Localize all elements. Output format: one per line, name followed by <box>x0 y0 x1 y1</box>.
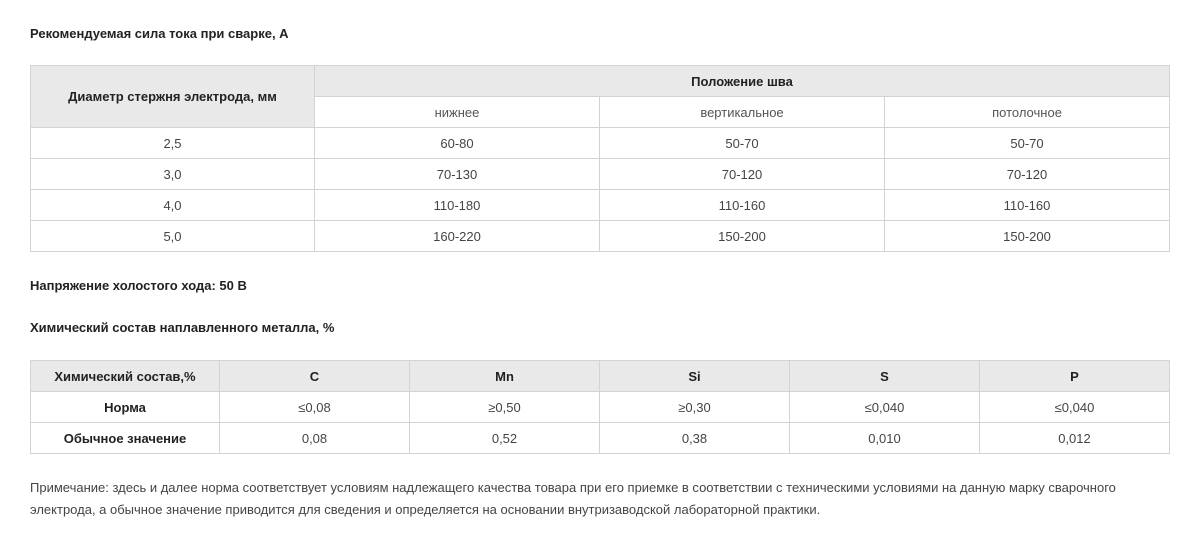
table-row <box>31 392 1170 423</box>
current-cell: 70-130 <box>315 159 600 190</box>
diameter-cell: 2,5 <box>31 128 315 159</box>
note-text: Примечание: здесь и далее норма соответствует условиям надлежащего качества товара при его приемке в соответствии с техническими условиями на данную марку сварочного электрода, а обычное значение приводится для сведения и определяется на основании внутризаводской лабораторной практики. <box>30 480 1116 517</box>
diameter-cell: 4,0 <box>31 190 315 221</box>
current-cell: 70-120 <box>600 159 885 190</box>
diameter-cell: 5,0 <box>31 221 315 252</box>
chem-cell: 0,52 <box>410 423 600 454</box>
chem-cell: 0,010 <box>790 423 980 454</box>
diameter-header: Диаметр стержня электрода, мм <box>31 66 315 128</box>
chem-cell: ≤0,08 <box>220 392 410 423</box>
current-cell: 110-180 <box>315 190 600 221</box>
diameter-cell: 3,0 <box>31 159 315 190</box>
chem-table <box>30 360 1170 454</box>
element-si-header: Si <box>600 361 790 392</box>
element-mn-header: Mn <box>410 361 600 392</box>
chem-cell: ≤0,040 <box>980 392 1170 423</box>
position-bottom-header: нижнее <box>315 97 600 128</box>
element-c-header: C <box>220 361 410 392</box>
table-row <box>31 128 1170 159</box>
chem-heading: Химический состав наплавленного металла, % <box>30 320 335 335</box>
current-table <box>30 65 1170 252</box>
voltage-text: Напряжение холостого хода: 50 В <box>30 278 247 293</box>
chem-corner-header: Химический состав,% <box>31 361 220 392</box>
current-cell: 150-200 <box>600 221 885 252</box>
current-table-header-row <box>31 66 1170 97</box>
current-cell: 60-80 <box>315 128 600 159</box>
current-cell: 70-120 <box>885 159 1170 190</box>
position-group-header: Положение шва <box>315 66 1170 97</box>
current-cell: 110-160 <box>885 190 1170 221</box>
current-cell: 160-220 <box>315 221 600 252</box>
table-row <box>31 221 1170 252</box>
chem-cell: 0,08 <box>220 423 410 454</box>
chem-cell: 0,012 <box>980 423 1170 454</box>
table-row <box>31 159 1170 190</box>
element-s-header: S <box>790 361 980 392</box>
table-row <box>31 423 1170 454</box>
current-cell: 110-160 <box>600 190 885 221</box>
current-cell: 150-200 <box>885 221 1170 252</box>
position-vertical-header: вертикальное <box>600 97 885 128</box>
typical-value-label: Обычное значение <box>31 423 220 454</box>
norm-label: Норма <box>31 392 220 423</box>
current-cell: 50-70 <box>885 128 1170 159</box>
chem-cell: ≥0,30 <box>600 392 790 423</box>
chem-cell: ≤0,040 <box>790 392 980 423</box>
chem-header-row <box>31 361 1170 392</box>
chem-cell: 0,38 <box>600 423 790 454</box>
current-cell: 50-70 <box>600 128 885 159</box>
current-heading: Рекомендуемая сила тока при сварке, А <box>30 26 289 41</box>
chem-cell: ≥0,50 <box>410 392 600 423</box>
element-p-header: P <box>980 361 1170 392</box>
table-row <box>31 190 1170 221</box>
position-ceiling-header: потолочное <box>885 97 1170 128</box>
